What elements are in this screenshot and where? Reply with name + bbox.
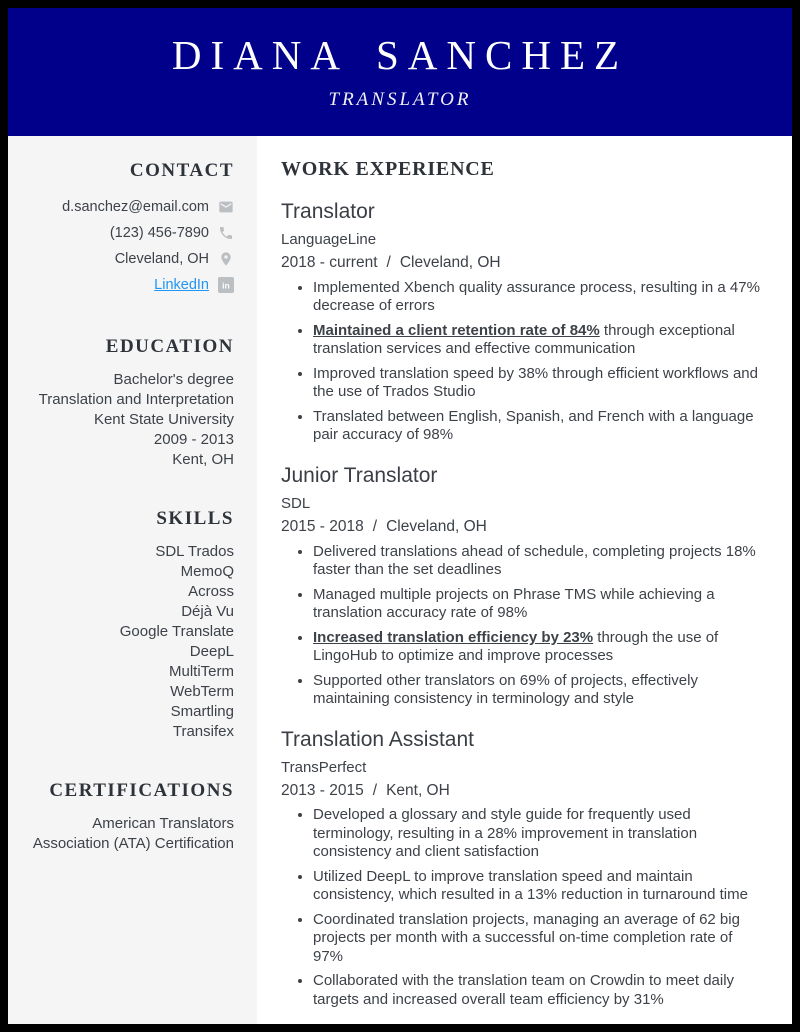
resume-page [8,8,792,1024]
bullet-point: • Delivered translations ahead of schedule, completing projects 18% faster than the set deadlines [313,543,760,580]
dates-location-separator: / [372,781,378,799]
job-location: Cleveland, OH [386,517,487,535]
bullet-point: • Coordinated translation projects, managing an average of 62 big projects per month with a successful on-time completion rate of 97% [313,911,760,967]
job-bullets [281,543,760,709]
bullet-point: • Managed multiple projects on Phrase TMS while achieving a translation accuracy rate of 98% [313,586,760,623]
skill-item: Transifex [172,723,234,740]
job-title: Translation Assistant [281,727,474,751]
location-pin-icon [217,251,234,268]
education-heading: EDUCATION [105,336,234,357]
bullet-point: • Implemented Xbench quality assurance process, resulting in a 47% decrease of errors [313,279,760,316]
contact-label: (123) 456-7890 [109,225,209,241]
skills-section [22,508,234,742]
skill-item: WebTerm [170,683,234,700]
contact-list [22,194,234,298]
skill-item: MemoQ [180,563,234,580]
skill-item: SDL Trados [155,543,234,560]
education-line: Kent State University [93,411,234,428]
svg-text:in: in [221,280,230,291]
sidebar [8,136,257,1024]
skill-item: MultiTerm [168,663,234,680]
phone-icon [217,225,234,242]
job-title: Junior Translator [281,463,438,487]
certifications-section [22,780,234,854]
education-line: 2009 - 2013 [153,431,234,448]
skill-item: Smartling [170,703,234,720]
bullet-point: • Supported other translators on 69% of projects, effectively maintaining consistency in terminology and style [313,672,760,709]
bullet-point: • Improved translation speed by 38% through efficient workflows and the use of Trados Studio [313,365,760,402]
bullet-point: • Utilized DeepL to improve translation speed and maintain consistency, which resulted in a 13% reduction in turnaround time [313,868,760,905]
job-entry [281,727,760,1010]
contact-item [22,220,234,246]
job-entry [281,463,760,709]
certification-line: American Translators Association (ATA) Certification [32,815,234,852]
contact-label: d.sanchez@email.com [62,199,209,215]
skill-item: Google Translate [119,623,234,640]
job-dates: 2015 - 2018 [281,517,364,535]
jobs-list [281,199,760,1009]
education-line: Translation and Interpretation [38,391,234,408]
job-location: Cleveland, OH [399,254,501,272]
linkedin-link[interactable]: LinkedIn [154,277,209,293]
job-dates: 2013 - 2015 [281,781,364,799]
job-bullets [281,279,760,445]
work-experience-heading: WORK EXPERIENCE [281,158,495,180]
bullet-emphasis: Maintained a client retention rate of 84% [313,321,600,339]
dates-location-separator: / [386,254,391,272]
job-dates: 2018 - current [281,254,378,272]
job-dates-location [281,518,760,537]
job-company: TransPerfect [281,758,367,776]
dates-location-separator: / [372,517,378,535]
envelope-icon [217,199,234,216]
bullet-point: • Translated between English, Spanish, and French with a language pair accuracy of 98% [313,408,760,445]
contact-item [22,194,234,220]
bullet-point: • Collaborated with the translation team on Crowdin to meet daily targets and increased overall team efficiency by 31% [313,972,760,1009]
resume-header [8,8,792,136]
education-line: Kent, OH [172,451,234,468]
body-columns [8,136,792,1024]
job-company: SDL [281,494,311,512]
job-company: LanguageLine [281,231,377,249]
linkedin-icon [217,277,234,294]
contact-item [22,272,234,298]
bullet-point: • Developed a glossary and style guide for frequently used terminology, resulting in a 28% improvement in translation consistency and client satisfaction [313,806,760,862]
education-list [22,370,234,470]
candidate-job-title: TRANSLATOR [328,89,472,110]
skills-list [22,542,234,742]
skill-item: DeepL [189,643,234,660]
job-dates-location [281,254,760,273]
job-title: Translator [281,200,375,223]
bullet-point: • Maintained a client retention rate of 84% through exceptional translation services and effective communication [313,322,760,359]
bullet-point: • Increased translation efficiency by 23% through the use of LingoHub to optimize and improve processes [313,629,760,666]
job-dates-location [281,782,760,801]
contact-label: Cleveland, OH [114,251,209,267]
bullet-emphasis: Increased translation efficiency by 23% [313,628,594,646]
main-column [257,136,792,1024]
education-section [22,336,234,470]
job-entry [281,199,760,445]
skill-item: Déjà Vu [181,603,234,620]
skills-heading: SKILLS [156,508,234,529]
job-location: Kent, OH [386,781,450,799]
certifications-heading: CERTIFICATIONS [49,780,234,801]
education-line: Bachelor's degree [113,371,234,388]
skill-item: Across [188,583,234,600]
candidate-name: DIANA SANCHEZ [171,32,629,78]
certifications-list [22,814,234,854]
contact-section [22,160,234,298]
job-bullets [281,806,760,1009]
contact-item [22,246,234,272]
contact-heading: CONTACT [129,160,234,181]
